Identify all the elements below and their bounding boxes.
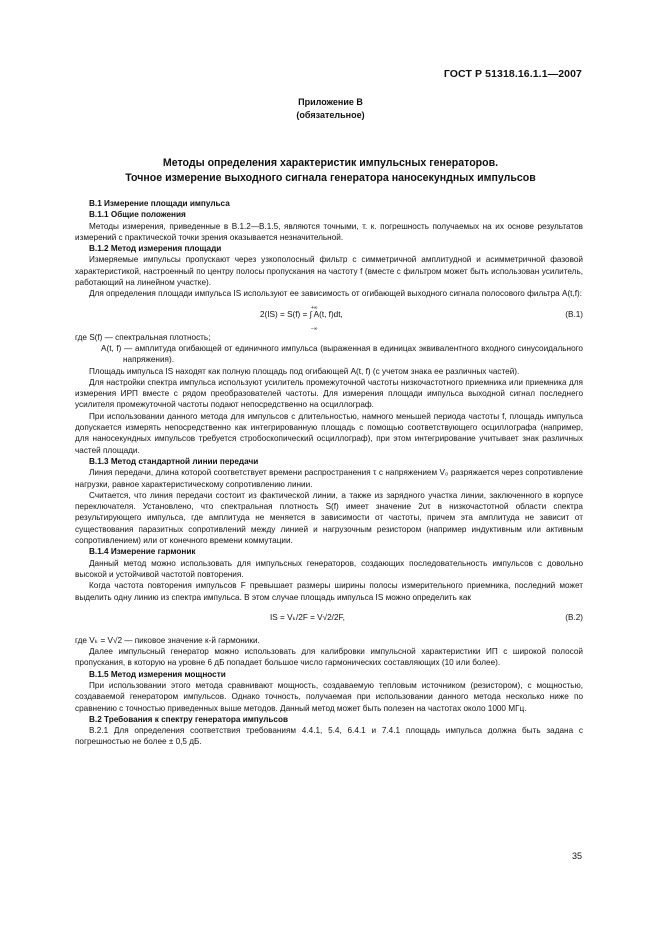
formula-b2-expression: IS = Vₖ/2F = V√2/2F, [270, 612, 345, 622]
paragraph: Для определения площади импульса IS используют ее зависимость от огибающей выходного сигнала полосового фильтра A(t,f): [89, 289, 582, 299]
paragraph: При использовании этого метода сравнивают мощность, создаваемую тепловым источником (резистором), с мощностью, создаваемой генератором импульсов. Однако точность, получаемая при использовании данного метода несколько ниже по сравнению с точностью приведенных выше методов. Данный метод может быть полезен на частотах около 1000 МГц. [75, 680, 583, 713]
section-heading-b14: В.1.4 Измерение гармоник [89, 547, 196, 557]
paragraph: Измеряемые импульсы пропускают через узкополосный фильтр с симметричной амплитудной и асимметричной фазовой характеристикой, настроенный по центру полосы пропускания на частоту f (вместе с фильтром может быть использован усилитель, работающий на линейном участке). [75, 255, 583, 288]
section-heading-b1: В.1 Измерение площади импульса [89, 199, 230, 208]
formula-b1-number: (В.1) [565, 309, 583, 319]
paragraph: Площадь импульса IS находят как полную площадь под огибающей A(t, f) (с учетом знака ее различных частей). [89, 366, 520, 376]
definition-spectral-density: где S(f) — спектральная плотность; [75, 332, 211, 342]
standard-number: ГОСТ Р 51318.16.1.1—2007 [443, 68, 582, 80]
definitions [75, 332, 583, 366]
paragraph: Методы измерения, приведенные в В.1.2—В.1.5, являются точными, т. к. погрешность получаемых на их основе результатов измерений с практической точки зрения оказывается незначительной. [75, 221, 583, 242]
integral-upper-limit: +∞ [311, 304, 318, 311]
formula-b2 [75, 607, 583, 629]
paragraph: Данный метод можно использовать для импульсных генераторов, создающих последовательность импульсов с довольно высокой и устойчивой частотой повторения. [75, 558, 583, 579]
integral-lower-limit: −∞ [311, 325, 318, 332]
paragraph: Для настройки спектра импульса используют усилитель промежуточной частоты низкочастотного приемника или приемника для измерения ИРП вместе с рядом преобразователей частоты. Для измерения площади импульса выходной сигнал последнего усилителя промежуточной частоты подают непосредственно на осциллограф. [75, 377, 583, 410]
paragraph: При использовании данного метода для импульсов с длительностью, намного меньшей периода частоты f, площадь импульса допускается измерять непосредственно как интегрированную площадь с помощью соответствующего осциллографа (например, для наносекундных импульсов требуется стробоскопический осциллограф), при этом интегрирование учитывает знак различных частей площади. [75, 411, 583, 455]
section-heading-b15: В.1.5 Метод измерения мощности [89, 669, 226, 679]
section-heading-b2: В.2 Требования к спектру генератора импульсов [89, 714, 289, 724]
formula-b1-expression: 2(IS) = S(f) = ∫ A(t, f)dt, [260, 309, 343, 319]
paragraph: Когда частота повторения импульсов F превышает размеры ширины полосы измерительного приемника, последний может выделить одну линию из спектра импульса. В этом случае площадь импульса IS можно определить как [75, 581, 583, 602]
document-title [0, 156, 661, 186]
section-heading-b12: В.1.2 Метод измерения площади [89, 244, 222, 254]
annex-status: (обязательное) [296, 110, 365, 120]
section-heading-b13: В.1.3 Метод стандартной линии передачи [89, 456, 259, 466]
title-line-2: Точное измерение выходного сигнала генератора наносекундных импульсов [125, 172, 536, 184]
page-number: 35 [571, 851, 582, 861]
formula-b2-number: (В.2) [565, 612, 583, 622]
annex-title: Приложение В [298, 97, 363, 107]
definition-harmonic-peak: где Vₖ = V√2 — пиковое значение к-й гармоники. [75, 635, 260, 645]
section-heading-b11: В.1.1 Общие положения [89, 210, 186, 220]
paragraph: В.2.1 Для определения соответствия требованиям 4.4.1, 5.4, 6.4.1 и 7.4.1 площадь импульса должна быть задана с погрешностью не более ± 0,5 дБ. [75, 726, 583, 747]
formula-b1 [75, 304, 583, 332]
title-line-1: Методы определения характеристик импульсных генераторов. [162, 157, 499, 169]
definition-envelope: A(t, f) — амплитуда огибающей от единичного импульса (выраженная в единицах эквивалентного входного синусоидального напряжения). [101, 343, 583, 365]
paragraph: Далее импульсный генератор можно использовать для калибровки импульсной характеристики ИП с широкой полосой пропускания, в которую на уровне 6 дБ попадает большое число гармонических составляющих (10 или более). [75, 647, 583, 668]
document-body [75, 198, 583, 748]
paragraph: Считается, что линия передачи состоит из фактической линии, а также из зарядного участка линии, заключенного в корпусе переключателя. Установлено, что спектральная плотность S(f) имеет значение 2υτ в низкочастотной области спектра результирующего импульса, где амплитуда не меняется в зависимости от частоты, причем эта амплитуда не зависит от существования паразитных сопротивлений между линией и нагрузочным резистором (например индуктивным или активным сопротивлением) или от конечного времени коммутации. [75, 490, 583, 546]
paragraph: Линия передачи, длина которой соответствует времени распространения τ с напряжением V₀ разряжается через сопротивление нагрузки, равное характеристическому сопротивлению линии. [75, 468, 583, 489]
